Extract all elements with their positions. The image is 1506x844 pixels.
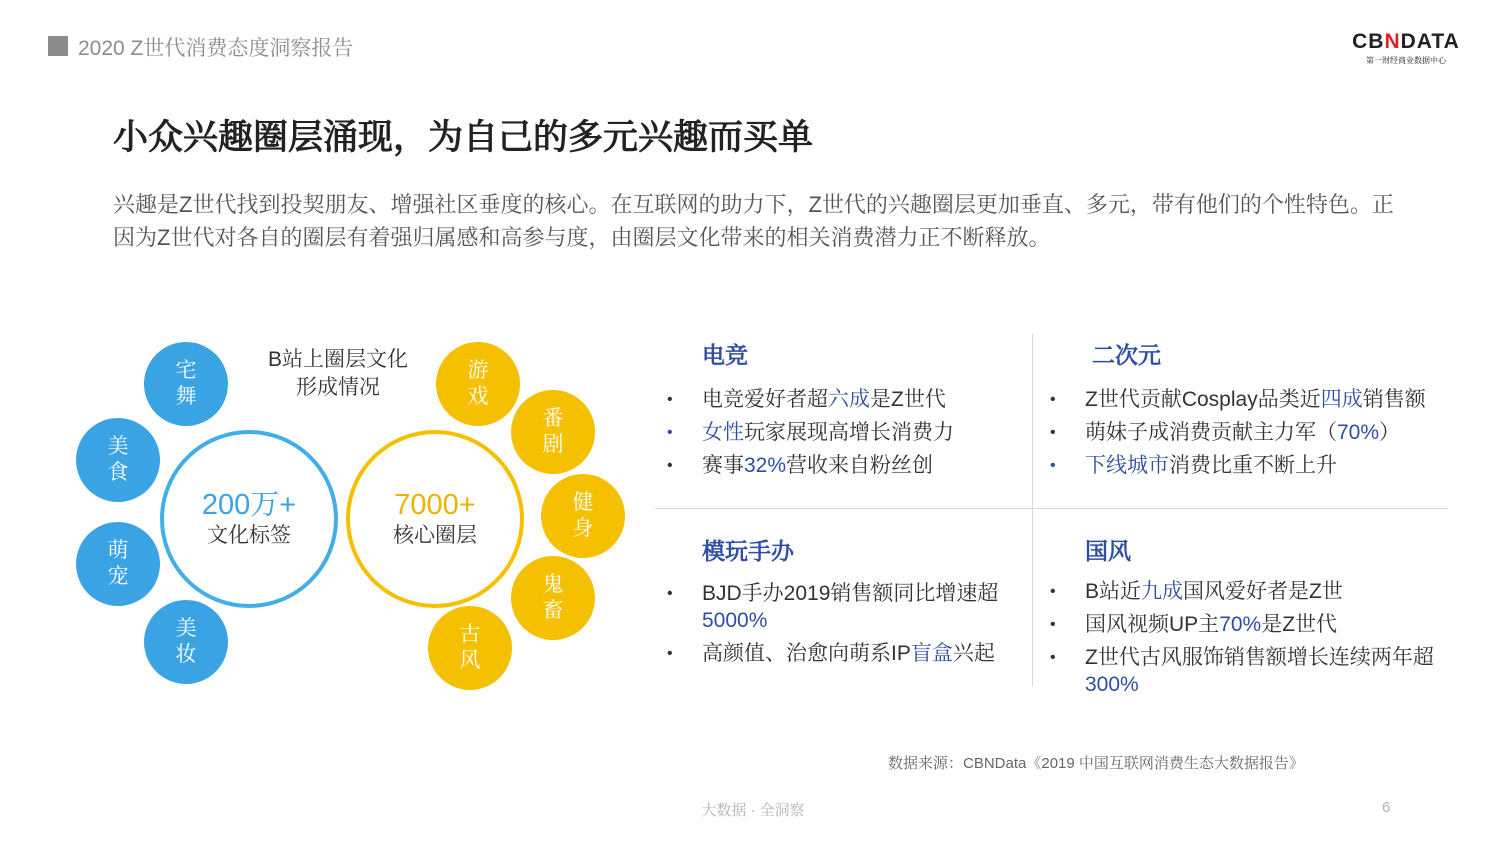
highlight-value: 九成: [1141, 580, 1184, 603]
bullet-text: BJD手办2019销售额同比增速超: [702, 582, 999, 605]
bubble-kichiku: [511, 556, 595, 640]
bullet-dot-icon: •: [667, 645, 673, 662]
quadrant-bullet-item: [667, 386, 1022, 413]
bullet-text: Z世代贡献Cosplay品类近: [1085, 388, 1321, 411]
bullet-dot-icon: •: [1050, 424, 1056, 441]
bullet-dot-icon: •: [667, 585, 673, 602]
bullet-text: 是Z世代: [870, 388, 946, 411]
quadrant-list-acg: [1050, 386, 1465, 485]
bubble-dance: [144, 342, 228, 426]
logo-text-accent: N: [1384, 30, 1401, 53]
logo-text-right: DATA: [1400, 30, 1460, 53]
bubble-food: [76, 418, 160, 502]
logo-text-left: CB: [1352, 30, 1385, 53]
bilibili-circle-label: [248, 346, 428, 402]
bubble-games: [436, 342, 520, 426]
bilibili-label-line2: 形成情况: [296, 376, 380, 399]
quadrant-bullet-item: [1050, 419, 1465, 446]
bubble-anime-label: 番剧: [542, 407, 564, 456]
bullet-text: 销售额: [1362, 388, 1426, 411]
quadrant-divider-horizontal: [655, 508, 1448, 509]
quadrant-bullet-item: [1050, 644, 1445, 698]
quadrant-bullet-item: [1050, 386, 1465, 413]
quadrant-title-esports: 电竞: [702, 342, 748, 368]
highlight-value: 六成: [828, 388, 870, 411]
bilibili-label-line1: B站上圈层文化: [267, 348, 408, 371]
highlight-value: 300%: [1085, 673, 1139, 696]
highlight-value: 70%: [1219, 613, 1262, 636]
bullet-text: Z世代古风服饰销售额增长连续两年超: [1085, 646, 1434, 669]
highlight-value: 盲盒: [910, 642, 953, 665]
intro-paragraph: 兴趣是Z世代找到投契朋友、增强社区垂度的核心。在互联网的助力下，Z世代的兴趣圈层更加垂直、多元，带有他们的个性特色。正因为Z世代对各自的圈层有着强归属感和高参与度，由圈层文化带来的相关消费潜力正不断释放。: [113, 192, 1394, 250]
bullet-dot-icon: •: [1050, 616, 1056, 633]
bullet-text: 兴起: [952, 642, 995, 665]
bullet-text: 消费比重不断上升: [1169, 454, 1337, 477]
culture-tags-number: 200万+: [201, 489, 297, 521]
quadrant-title-acg: 二次元: [1092, 342, 1161, 368]
bubble-anime: [511, 390, 595, 474]
core-circles-ring: [346, 430, 524, 608]
footer-slogan: 大数据 · 全洞察: [701, 802, 805, 819]
logo-text: [1338, 30, 1474, 54]
quadrant-list-guofeng: [1050, 578, 1445, 704]
highlight-value: 女性: [702, 421, 744, 444]
bullet-dot-icon: •: [1050, 457, 1056, 474]
page-number: 6: [1382, 799, 1391, 816]
highlight-value: 32%: [744, 454, 787, 477]
data-source-note: 数据来源：CBNData《2019 中国互联网消费生态大数据报告》: [888, 755, 1304, 772]
highlight-value: 70%: [1337, 421, 1380, 444]
bullet-text: 是Z世代: [1261, 613, 1338, 636]
quadrant-bullet-item: [667, 640, 1017, 667]
core-circles-label: 核心圈层: [393, 524, 477, 547]
header-square-icon: [48, 36, 68, 56]
quadrant-bullet-item: [667, 419, 1022, 446]
quadrant-list-figures: [667, 580, 1017, 673]
bullet-text: 国风爱好者是Z世: [1183, 580, 1343, 603]
core-circles-number: 7000+: [394, 489, 476, 521]
bullet-dot-icon: •: [667, 424, 673, 441]
bullet-text: 萌妹子成消费贡献主力军（: [1085, 421, 1337, 444]
report-title: 2020 Z世代消费态度洞察报告: [78, 37, 354, 60]
bullet-dot-icon: •: [1050, 649, 1056, 666]
bullet-text: 赛事: [702, 454, 744, 477]
culture-tags-label: 文化标签: [207, 524, 291, 547]
bullet-text: 电竞爱好者超: [702, 388, 828, 411]
bubble-makeup-label: 美妆: [175, 617, 197, 666]
logo-subtitle: 第一财经商业数据中心: [1366, 56, 1446, 65]
bubble-makeup: [144, 600, 228, 684]
quadrant-title-figures: 模玩手办: [702, 538, 794, 564]
bubble-pets: [76, 522, 160, 606]
highlight-value: 5000%: [702, 609, 768, 632]
highlight-value: 下线城市: [1085, 454, 1169, 477]
bullet-text: 营收来自粉丝创: [786, 454, 934, 477]
bullet-text: 国风视频UP主: [1085, 613, 1220, 636]
page-title: 小众兴趣圈层涌现，为自己的多元兴趣而买单: [113, 118, 814, 157]
culture-tags-ring: [160, 430, 338, 608]
bullet-dot-icon: •: [667, 457, 673, 474]
quadrant-divider-vertical: [1032, 334, 1033, 686]
quadrant-bullet-item: [667, 452, 1022, 479]
quadrant-title-guofeng: 国风: [1085, 538, 1131, 564]
cbndata-logo: [1338, 30, 1474, 66]
bubble-dance-label: 宅舞: [175, 359, 197, 408]
bubble-fitness-label: 健身: [572, 491, 594, 540]
bullet-dot-icon: •: [667, 391, 673, 408]
bullet-dot-icon: •: [1050, 583, 1056, 600]
bubble-food-label: 美食: [107, 435, 129, 484]
quadrant-bullet-item: [1050, 578, 1445, 605]
bullet-text: B站近: [1085, 580, 1142, 603]
bubble-pets-label: 萌宠: [107, 539, 129, 588]
highlight-value: 四成: [1320, 388, 1363, 411]
quadrant-bullet-item: [1050, 611, 1445, 638]
bullet-dot-icon: •: [1050, 391, 1056, 408]
bullet-text: 高颜值、治愈向萌系IP: [702, 642, 911, 665]
bullet-text: 玩家展现高增长消费力: [744, 421, 954, 444]
bubble-kichiku-label: 鬼畜: [542, 573, 564, 622]
quadrant-bullet-item: [667, 580, 1017, 634]
quadrant-bullet-item: [1050, 452, 1465, 479]
quadrant-list-esports: [667, 386, 1022, 485]
bubble-guofeng: [428, 606, 512, 690]
bubble-guofeng-label: 古风: [459, 623, 481, 672]
bullet-text: ）: [1379, 421, 1401, 444]
bubble-games-label: 游戏: [467, 359, 489, 408]
bubble-fitness: [541, 474, 625, 558]
